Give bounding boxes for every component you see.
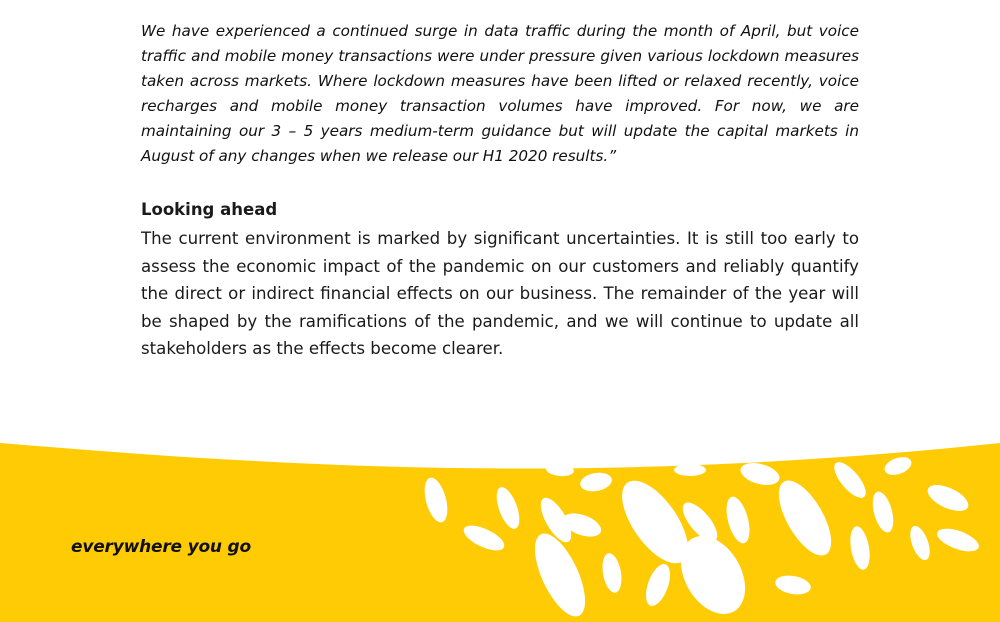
quote-paragraph: We have experienced a continued surge in data traffic during the month of April, but voice traffic and mobile money transactions were under pressure given various lockdown measures taken across markets. Where lockdown measures have been lifted or relaxed recently, voice recharges and mobile money transaction volumes have improved. For now, we are maintaining our 3 – 5 years medium-term guidance but will update the capital markets in August of any changes when we release our H1 2020 results.” xyxy=(141,22,859,166)
section-heading: Looking ahead xyxy=(141,200,278,219)
brand-tagline: everywhere you go xyxy=(71,537,252,557)
section-body: The current environment is marked by significant uncertainties. It is still too early to assess the economic impact of the pandemic on our customers and reliably quantify the direct or indirect financial effects on our business. The remainder of the year will be shaped by the ramifications of the pandemic, and we will continue to update all stakeholders as the effects become clearer. xyxy=(141,229,859,359)
